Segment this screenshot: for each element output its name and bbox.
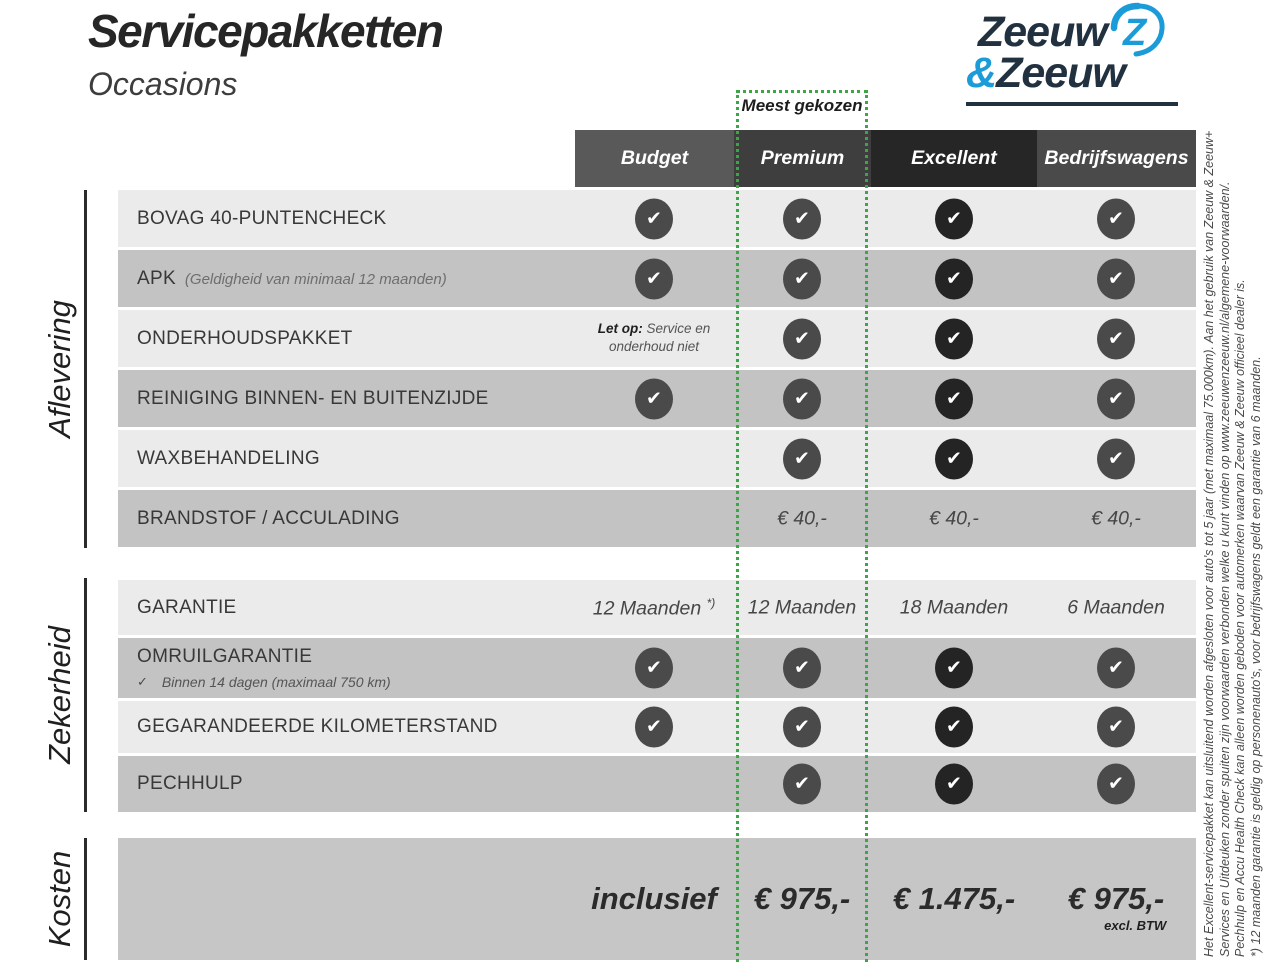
- row-label-text: GARANTIE: [137, 596, 237, 618]
- check-icon: ✔: [783, 707, 821, 748]
- row-header: [137, 430, 320, 487]
- row-label-text: ONDERHOUDSPAKKET: [137, 327, 353, 349]
- column-header: Bedrijfswagens: [1037, 130, 1196, 187]
- row-subtext: [137, 674, 391, 690]
- row-header: [137, 310, 353, 367]
- check-icon: ✔: [1097, 378, 1135, 419]
- column-header: Premium: [734, 130, 871, 187]
- check-icon: ✔: [935, 318, 973, 359]
- table-row: [118, 580, 1196, 635]
- row-header: [137, 490, 400, 547]
- footnote-line: Het Excellent-servicepakket kan uitsluitend worden afgesloten voor auto's tot 5 jaar (met maximaal 75.000km). Aan het gebruik van Zeeuw & Zeeuw+: [1202, 130, 1216, 957]
- table-row: [118, 250, 1196, 307]
- cost-value: [1067, 881, 1167, 933]
- cell-value-text: 12 Maanden: [592, 596, 702, 619]
- check-icon: ✔: [635, 198, 673, 239]
- cell-value: [593, 595, 716, 620]
- cost-value-text: € 975,-: [753, 881, 851, 916]
- table-row: [118, 430, 1196, 487]
- row-label-text: GEGARANDEERDE KILOMETERSTAND: [137, 716, 498, 737]
- row-label-text: BRANDSTOF / ACCULADING: [137, 507, 400, 529]
- check-icon: ✔: [1097, 198, 1135, 239]
- cell-value-text: € 40,-: [777, 507, 827, 529]
- cell-value-text: € 40,-: [1091, 507, 1141, 529]
- row-label: [137, 646, 391, 668]
- check-icon: ✔: [783, 378, 821, 419]
- cost-note: excl. BTW: [1104, 918, 1167, 933]
- check-icon: ✔: [935, 764, 973, 805]
- check-icon: ✔: [1097, 438, 1135, 479]
- table-row: [118, 701, 1196, 753]
- cell-value: [1091, 507, 1141, 530]
- logo-text-bottom: Zeeuw: [996, 49, 1125, 97]
- page-subtitle: Occasions: [88, 66, 238, 102]
- row-label: [137, 773, 243, 795]
- cell-value-text: 18 Maanden: [899, 596, 1009, 618]
- row-header: [137, 190, 387, 247]
- table-row: [118, 370, 1196, 427]
- check-icon: ✔: [635, 648, 673, 689]
- cell-note: [576, 320, 732, 358]
- row-label: [137, 597, 237, 619]
- cell-value-text: 12 Maanden: [747, 596, 857, 618]
- check-icon: ✔: [935, 378, 973, 419]
- checkmark-glyph: ✓: [137, 674, 148, 689]
- check-icon: ✔: [635, 258, 673, 299]
- table-row: [118, 490, 1196, 547]
- check-icon: ✔: [783, 198, 821, 239]
- footnote-line: *) 12 maanden garantie is geldig op personenauto's, voor bedrijfswagens geldt een garantie van 6 maanden.: [1248, 356, 1263, 957]
- row-label-text: REINIGING BINNEN- EN BUITENZIJDE: [137, 387, 489, 409]
- cost-row: [118, 838, 1196, 960]
- check-icon: ✔: [935, 648, 973, 689]
- row-label-text: PECHHULP: [137, 773, 243, 794]
- row-header: [137, 638, 391, 698]
- cell-value-text: € 40,-: [929, 507, 979, 529]
- cost-value-text: € 975,-: [1067, 881, 1165, 916]
- check-icon: ✔: [1097, 764, 1135, 805]
- logo-ampersand: &: [966, 49, 997, 97]
- check-icon: ✔: [783, 258, 821, 299]
- row-header: [137, 250, 447, 307]
- check-icon: ✔: [783, 438, 821, 479]
- check-icon: ✔: [1097, 258, 1135, 299]
- cell-value-footnote-marker: *): [706, 595, 716, 610]
- check-icon: ✔: [1097, 318, 1135, 359]
- check-icon: ✔: [1097, 648, 1135, 689]
- row-label: [137, 508, 400, 530]
- row-label-note: (Geldigheid van minimaal 12 maanden): [184, 270, 447, 288]
- section-divider-line: [84, 838, 87, 960]
- column-header: Excellent: [871, 130, 1037, 187]
- section-label: Aflevering: [42, 300, 77, 438]
- row-subtext-label: Binnen 14 dagen (maximaal 750 km): [161, 674, 391, 690]
- check-icon: ✔: [635, 707, 673, 748]
- check-icon: ✔: [783, 648, 821, 689]
- table-row: [118, 310, 1196, 367]
- check-icon: ✔: [935, 438, 973, 479]
- check-icon: ✔: [635, 378, 673, 419]
- cell-note-text: Service en onderhoud niet: [608, 320, 711, 355]
- cell-value: [900, 596, 1008, 619]
- footnote-line: Pechhulp en Accu Health Check kan alleen worden geboden voor automerken waarvan Zeeuw & Zeeuw officieel dealer is.: [1233, 279, 1247, 957]
- footnote-column: [1202, 112, 1266, 957]
- cost-value: [754, 881, 851, 917]
- cell-value: [1067, 596, 1165, 619]
- row-label: [137, 388, 489, 410]
- check-icon: ✔: [935, 198, 973, 239]
- page-title: Servicepakketten: [88, 5, 443, 57]
- row-label-text: WAXBEHANDELING: [137, 447, 320, 469]
- row-header: [137, 370, 489, 427]
- table-row: [118, 756, 1196, 812]
- logo-line-2: [966, 49, 1178, 98]
- row-header: [137, 580, 237, 635]
- footnote-line: Services en Uitdeuken zonder spuiten zijn voorwaarden verbonden welke u kunt vinden op www.zeeuwenzeeuw.nl/algemene-voorwaarden/.: [1217, 181, 1232, 957]
- row-label: [137, 268, 447, 290]
- section-divider-line: [84, 190, 87, 548]
- svg-text:Z: Z: [1122, 12, 1147, 54]
- check-icon: ✔: [783, 318, 821, 359]
- footnote-text: [1202, 112, 1264, 957]
- check-icon: ✔: [783, 764, 821, 805]
- cell-value: [748, 596, 856, 619]
- cost-value: [893, 881, 1015, 917]
- cell-note-bold: Let op:: [597, 320, 643, 336]
- section-label: Zekerheid: [42, 626, 77, 764]
- check-icon: ✔: [935, 258, 973, 299]
- row-label: [137, 208, 387, 230]
- row-label-text: BOVAG 40-PUNTENCHECK: [137, 207, 387, 229]
- check-icon: ✔: [935, 707, 973, 748]
- row-label: [137, 448, 320, 470]
- column-header: Budget: [575, 130, 734, 187]
- row-header: [137, 756, 243, 812]
- table-row: [118, 638, 1196, 698]
- row-label-text: APK: [137, 267, 176, 289]
- cell-value: [777, 507, 827, 530]
- most-chosen-label: Meest gekozen: [741, 96, 863, 115]
- logo-text-top: Zeeuw: [978, 7, 1107, 56]
- row-label: [137, 716, 498, 738]
- section-divider-line: [84, 578, 87, 812]
- row-label-text: OMRUILGARANTIE: [137, 646, 313, 667]
- row-label: [137, 328, 353, 350]
- cost-value-text: inclusief: [591, 881, 717, 916]
- zeeuw-logo: [966, 4, 1178, 106]
- logo-underline: [966, 102, 1178, 106]
- cost-value: [591, 881, 717, 917]
- row-header: [137, 701, 498, 753]
- check-icon: ✔: [1097, 707, 1135, 748]
- cell-value-text: 6 Maanden: [1067, 596, 1165, 618]
- cost-value-text: € 1.475,-: [892, 881, 1016, 916]
- section-label: Kosten: [42, 850, 77, 948]
- cell-value: [929, 507, 979, 530]
- table-row: [118, 190, 1196, 247]
